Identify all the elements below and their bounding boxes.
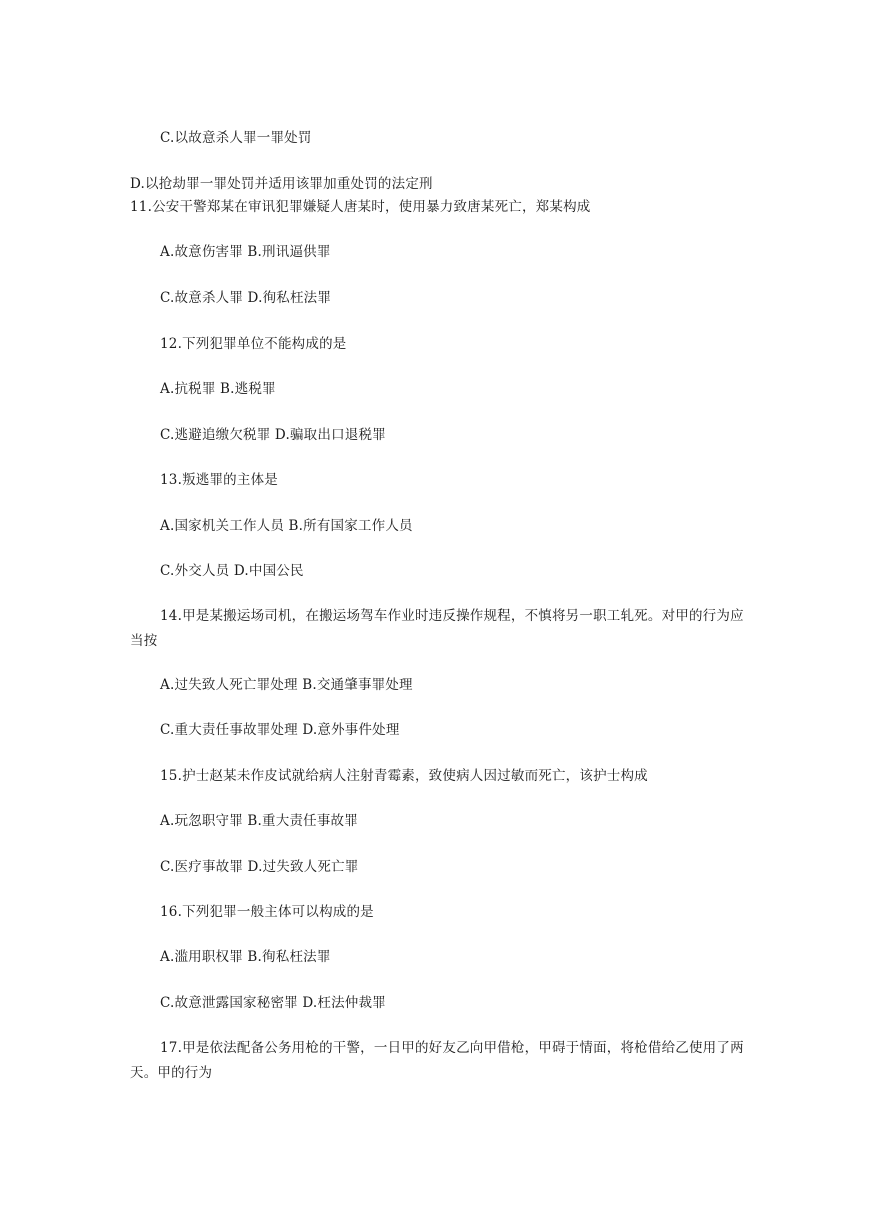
option-line: C.故意泄露国家秘密罪 D.枉法仲裁罪 [160, 995, 386, 1011]
option-line: C.逃避追缴欠税罪 D.骗取出口退税罪 [160, 427, 386, 443]
option-line: A.滥用职权罪 B.徇私枉法罪 [160, 949, 331, 965]
question-13: 13.叛逃罪的主体是 [160, 472, 278, 488]
option-line: C.以故意杀人罪一罪处罚 [160, 130, 312, 146]
option-line: C.外交人员 D.中国公民 [160, 563, 304, 579]
option-line: D.以抢劫罪一罪处罚并适用该罪加重处罚的法定刑 [130, 176, 433, 192]
question-12: 12.下列犯罪单位不能构成的是 [160, 336, 347, 352]
question-17: 17.甲是依法配备公务用枪的干警，一日甲的好友乙向甲借枪，甲碍于情面，将枪借给乙使用了两天。甲的行为 [130, 1040, 744, 1081]
option-line: C.重大责任事故罪处理 D.意外事件处理 [160, 722, 400, 738]
option-line: A.故意伤害罪 B.刑讯逼供罪 [160, 244, 331, 260]
question-15: 15.护士赵某未作皮试就给病人注射青霉素，致使病人因过敏而死亡，该护士构成 [160, 768, 648, 784]
question-14: 14.甲是某搬运场司机，在搬运场驾车作业时违反操作规程，不慎将另一职工轧死。对甲的行为应当按 [130, 608, 744, 649]
option-line: A.国家机关工作人员 B.所有国家工作人员 [160, 518, 413, 534]
option-line: C.医疗事故罪 D.过失致人死亡罪 [160, 859, 359, 875]
option-line: A.抗税罪 B.逃税罪 [160, 381, 276, 397]
option-line: C.故意杀人罪 D.徇私枉法罪 [160, 290, 332, 306]
option-line: A.过失致人死亡罪处理 B.交通肇事罪处理 [160, 677, 413, 693]
question-11: 11.公安干警郑某在审讯犯罪嫌疑人唐某时，使用暴力致唐某死亡，郑某构成 [130, 199, 591, 215]
question-16: 16.下列犯罪一般主体可以构成的是 [160, 904, 374, 920]
option-line: A.玩忽职守罪 B.重大责任事故罪 [160, 813, 358, 829]
